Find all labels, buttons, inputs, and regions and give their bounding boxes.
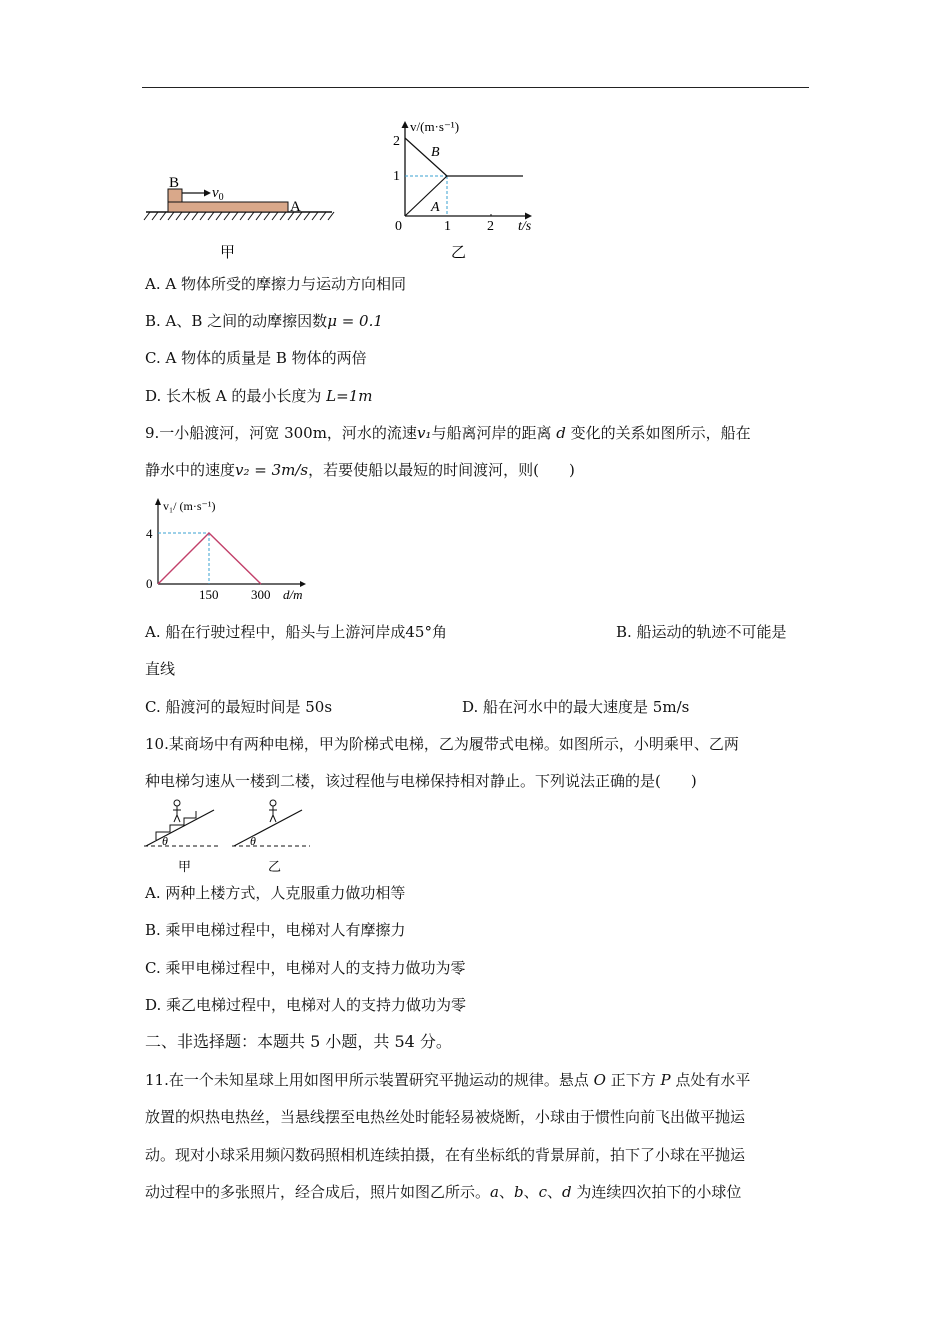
- header-rule: [142, 87, 809, 88]
- x-tick-1: 1: [444, 219, 451, 234]
- q10-stem-line2: 种电梯匀速从一楼到二楼，该过程他与电梯保持相对静止。下列说法正确的是( ): [145, 772, 697, 790]
- x-axis-label: t/s: [518, 219, 532, 234]
- curve-b-label: B: [431, 145, 440, 160]
- q8-option-d: D. 长木板 A 的最小长度为 L=1m: [145, 387, 373, 405]
- y-tick-2: 2: [393, 134, 400, 149]
- theta-yi: θ: [250, 834, 256, 848]
- section-2-heading: 二、非选择题：本题共 5 小题，共 54 分。: [145, 1032, 452, 1051]
- escalator-jia-incline: [146, 810, 214, 846]
- x-tick-0: 0: [395, 219, 402, 234]
- q10-option-b: B. 乘甲电梯过程中，电梯对人有摩擦力: [145, 921, 406, 939]
- label-a: A: [290, 199, 301, 215]
- y-axis-label: v/(m·s⁻¹): [410, 119, 460, 134]
- q11-line4: 动过程中的多张照片，经合成后，照片如图乙所示。a、b、c、d 为连续四次拍下的小球位: [145, 1183, 742, 1201]
- figure-escalators: [140, 798, 320, 878]
- q9-stem-line1: 9.一小船渡河，河宽 300m，河水的流速v₁与船离河岸的距离 d 变化的关系如图所示，船在: [145, 424, 751, 442]
- escalator-yi-incline: [234, 810, 302, 846]
- q9-option-a: A. 船在行驶过程中，船头与上游河岸成45°角: [145, 623, 447, 641]
- q10-stem-line1: 10.某商场中有两种电梯，甲为阶梯式电梯，乙为履带式电梯。如图所示，小明乘甲、乙两: [145, 735, 739, 753]
- x-tick-2: 2: [487, 219, 494, 234]
- curve-a: [405, 176, 447, 216]
- q8-option-b: B. A、B 之间的动摩擦因数μ = 0.1: [145, 312, 383, 330]
- q9-option-b-cont: 直线: [145, 660, 176, 678]
- v1-axis-label: v₁/ (m·s⁻¹): [163, 499, 216, 513]
- q11-line2: 放置的炽热电热丝，当悬线摆至电热丝处时能轻易被烧断，小球由于惯性向前飞出做平抛运: [145, 1108, 746, 1126]
- q9-option-c: C. 船渡河的最短时间是 50s: [145, 698, 333, 716]
- board-a: [168, 202, 288, 212]
- curve-a-label: A: [431, 200, 440, 215]
- q11-line1: 11.在一个未知星球上用如图甲所示装置研究平抛运动的规律。悬点 O 正下方 P 点处有水平: [145, 1071, 751, 1089]
- caption-escalator-yi: 乙: [268, 859, 282, 874]
- d-tick-300: 300: [251, 587, 271, 602]
- velocity-label: $v_0$: [212, 185, 224, 203]
- q9-option-d: D. 船在河水中的最大速度是 5m/s: [462, 698, 690, 716]
- q8-option-a: A. A 物体所受的摩擦力与运动方向相同: [145, 275, 406, 293]
- q10-option-d: D. 乘乙电梯过程中，电梯对人的支持力做功为零: [145, 996, 467, 1014]
- figure-block-board: [140, 168, 340, 263]
- figure-vt-graph: [385, 118, 545, 263]
- q9-option-b: B. 船运动的轨迹不可能是: [616, 623, 787, 641]
- origin-label: 0: [146, 576, 153, 591]
- v1-tick-4: 4: [146, 526, 153, 541]
- figure-v1-d-graph: [140, 493, 315, 608]
- curve-b: [405, 138, 447, 176]
- d-tick-150: 150: [199, 587, 219, 602]
- y-tick-1: 1: [393, 169, 400, 184]
- caption-jia: 甲: [220, 245, 236, 261]
- q9-stem-line2: 静水中的速度v₂ = 3m/s，若要使船以最短的时间渡河，则( ): [145, 461, 575, 479]
- d-axis-label: d/m: [283, 587, 303, 602]
- q11-line3: 动。现对小球采用频闪数码照相机连续拍摄，在有坐标纸的背景屏前，拍下了小球在平抛运: [145, 1146, 746, 1164]
- caption-yi: 乙: [451, 245, 467, 261]
- q10-option-a: A. 两种上楼方式，人克服重力做功相等: [145, 884, 406, 902]
- q8-option-c: C. A 物体的质量是 B 物体的两倍: [145, 349, 367, 367]
- q10-option-c: C. 乘甲电梯过程中，电梯对人的支持力做功为零: [145, 959, 466, 977]
- caption-escalator-jia: 甲: [178, 859, 192, 874]
- theta-jia: θ: [162, 834, 168, 848]
- label-b: B: [169, 175, 180, 191]
